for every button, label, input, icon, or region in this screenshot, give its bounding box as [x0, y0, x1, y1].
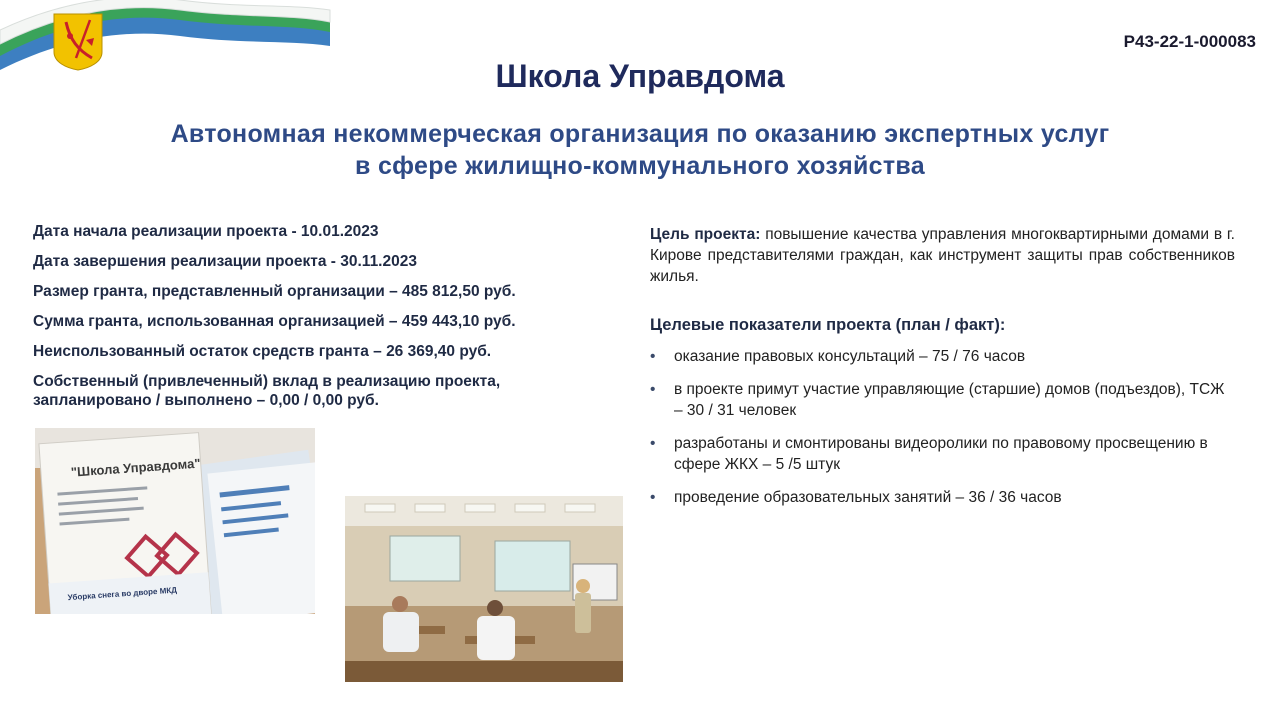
- organization-name-line1: Автономная некоммерческая организация по оказанию экспертных услуг: [170, 120, 1110, 148]
- fact-grant-size: Размер гранта, представленный организации – 485 812,50 руб.: [33, 283, 516, 300]
- indicator-text: проведение образовательных занятий – 36 / 36 часов: [674, 489, 1062, 506]
- indicator-item: [650, 379, 1235, 421]
- fact-own-contribution: Собственный (привлеченный) вклад в реализацию проекта, запланировано / выполнено – 0,00 / 0,00 руб.: [33, 373, 501, 409]
- photo-booklets: [35, 428, 315, 614]
- fact-start-date: Дата начала реализации проекта - 10.01.2023: [33, 223, 379, 240]
- indicator-item: [650, 346, 1235, 367]
- indicator-text: разработаны и смонтированы видеоролики по правовому просвещению в сфере ЖКХ – 5 /5 штук: [674, 435, 1208, 473]
- booklet-caption: Уборка снега во дворе МКД: [67, 585, 178, 603]
- indicator-item: [650, 487, 1235, 508]
- fact-grant-used: Сумма гранта, использованная организацией – 459 443,10 руб.: [33, 313, 516, 330]
- organization-name: [60, 118, 1220, 182]
- bullet-icon: •: [650, 381, 656, 398]
- indicator-item: [650, 433, 1235, 475]
- page-title: Школа Управдома: [495, 58, 785, 94]
- project-code: Р43-22-1-000083: [1123, 32, 1256, 51]
- indicator-text: оказание правовых консультаций – 75 / 76 часов: [674, 348, 1026, 365]
- indicators-list: [650, 346, 1235, 520]
- project-goal: [650, 224, 1235, 287]
- organization-name-line2: в сфере жилищно-коммунального хозяйства: [355, 152, 925, 180]
- bullet-icon: •: [650, 435, 656, 452]
- fact-end-date: Дата завершения реализации проекта - 30.11.2023: [33, 253, 417, 270]
- indicators-heading: Целевые показатели проекта (план / факт):: [650, 316, 1006, 334]
- project-facts: [33, 222, 623, 421]
- indicator-text: в проекте примут участие управляющие (старшие) домов (подъездов), ТСЖ – 30 / 31 человек: [674, 381, 1225, 419]
- photo-classroom: [345, 496, 623, 682]
- bullet-icon: •: [650, 489, 656, 506]
- fact-grant-remainder: Неиспользованный остаток средств гранта – 26 369,40 руб.: [33, 343, 492, 360]
- goal-text: повышение качества управления многоквартирными домами в г. Кирове представителями граждан, как инструмент защиты прав собственников жилья.: [650, 226, 1235, 285]
- booklet-title: "Школа Управдома": [70, 455, 201, 480]
- goal-label: Цель проекта:: [650, 226, 761, 243]
- bullet-icon: •: [650, 348, 656, 365]
